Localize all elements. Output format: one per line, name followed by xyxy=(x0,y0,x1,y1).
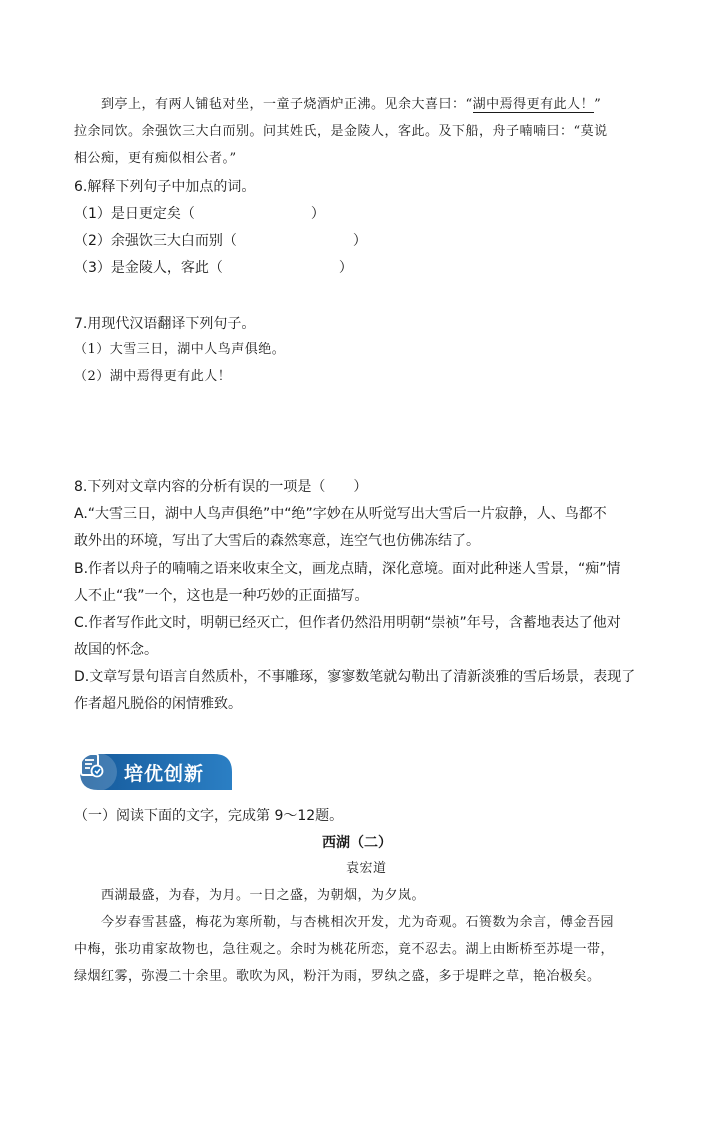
reading-line-1: 西湖最盛，为春，为月。一日之盛，为朝烟，为夕岚。 xyxy=(101,888,426,903)
option-a-line-2: 敢外出的环境，写出了大雪后的森然寒意，连空气也仿佛冻结了。 xyxy=(74,533,480,549)
passage-line-2: 拉余同饮。余强饮三大白而别。问其姓氏，是金陵人，客此。及下船，舟子喃喃曰：“莫说 xyxy=(74,124,608,139)
reading-instruction: （一）阅读下面的文字，完成第 9～12题。 xyxy=(74,808,344,824)
question-8-stem: 8.下列对文章内容的分析有误的一项是（ ） xyxy=(74,479,368,495)
question-7-item-1: （1）大雪三日，湖中人鸟声俱绝。 xyxy=(74,342,286,357)
item-label: （3）是金陵人，客此（ xyxy=(74,260,223,276)
option-b-line-2: 人不止“我”一个，这也是一种巧妙的正面描写。 xyxy=(74,588,369,604)
reading-line-4: 绿烟红雾，弥漫二十余里。歌吹为风，粉汗为雨，罗纨之盛，多于堤畔之草，艳冶极矣。 xyxy=(74,969,601,984)
banner-label: 培优创新 xyxy=(124,763,205,785)
reading-title: 西湖（二） xyxy=(322,835,392,851)
question-7-item-2: （2）湖中焉得更有此人！ xyxy=(74,369,232,384)
section-banner xyxy=(76,750,234,794)
passage-text: 到亭上，有两人铺毡对坐，一童子烧酒炉正沸。见余大喜曰：“ xyxy=(101,97,473,112)
underlined-sentence: 湖中焉得更有此人！ xyxy=(472,97,595,112)
reading-line-3: 中梅，张功甫家故物也，急往观之。余时为桃花所恋，竟不忍去。湖上由断桥至苏堤一带， xyxy=(74,942,615,957)
question-6-item-2 xyxy=(74,231,367,251)
passage-line-3: 相公痴，更有痴似相公者。” xyxy=(74,151,237,166)
reading-line-2: 今岁春雪甚盛，梅花为寒所勒，与杏桃相次开发，尤为奇观。石篑数为余言，傅金吾园 xyxy=(101,915,615,930)
item-close: ） xyxy=(338,260,353,276)
reading-author: 袁宏道 xyxy=(346,861,387,876)
passage-text: ” xyxy=(594,97,602,112)
question-6-item-1 xyxy=(74,204,325,224)
option-a-line-1: A.“大雪三日，湖中人鸟声俱绝”中“绝”字妙在从听觉写出大雪后一片寂静，人、鸟都不 xyxy=(74,506,607,522)
question-6-stem: 6.解释下列句子中加点的词。 xyxy=(74,179,256,195)
question-7-stem: 7.用现代汉语翻译下列句子。 xyxy=(74,316,256,332)
item-label: （1）是日更定矣（ xyxy=(74,206,195,222)
passage-line-1 xyxy=(101,95,601,115)
option-c-line-1: C.作者写作此文时，明朝已经灭亡，但作者仍然沿用明朝“崇祯”年号，含蓄地表达了他对 xyxy=(74,615,621,631)
option-d-line-1: D.文章写景句语言自然质朴，不事雕琢，寥寥数笔就勾勒出了清新淡雅的雪后场景，表现了 xyxy=(74,669,636,685)
item-close: ） xyxy=(352,233,367,249)
question-6-item-3 xyxy=(74,258,353,278)
item-label: （2）余强饮三大白而别（ xyxy=(74,233,237,249)
item-close: ） xyxy=(310,206,325,222)
notebook-icon xyxy=(76,750,106,780)
option-b-line-1: B.作者以舟子的喃喃之语来收束全文，画龙点睛，深化意境。面对此种迷人雪景，“痴”情 xyxy=(74,561,621,577)
option-d-line-2: 作者超凡脱俗的闲情雅致。 xyxy=(74,696,242,712)
option-c-line-2: 故国的怀念。 xyxy=(74,642,158,658)
